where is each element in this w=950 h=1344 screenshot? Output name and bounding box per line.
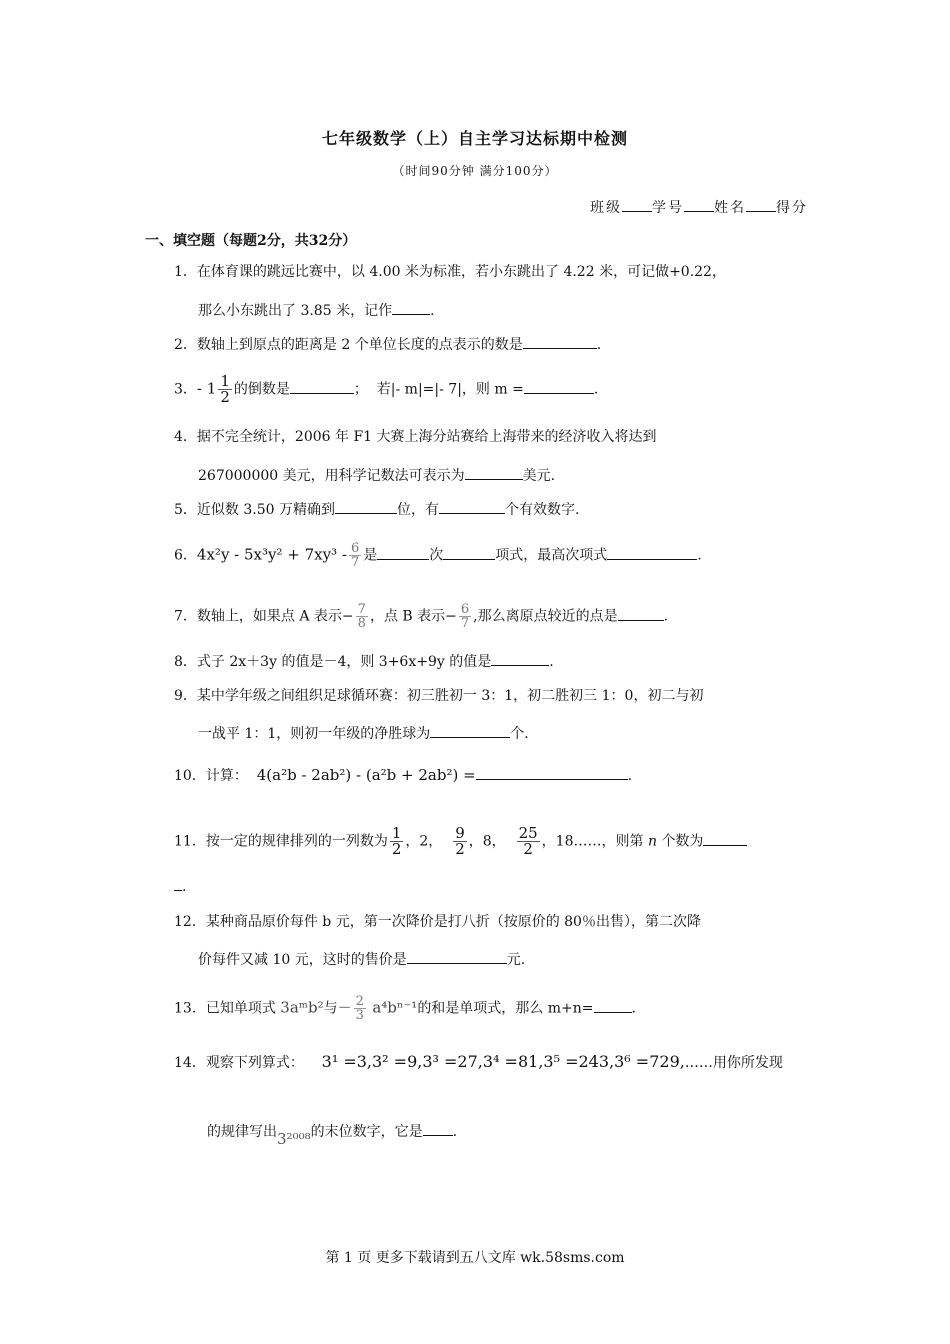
question-text: 项式，最高次项式 — [495, 547, 608, 564]
denominator: 7 — [350, 555, 360, 570]
question-text: ； — [353, 381, 368, 398]
question-text: 的规律写出 — [207, 1124, 277, 1140]
question-10 — [174, 765, 632, 786]
question-text: . — [663, 608, 669, 625]
question-text: 计算： — [205, 768, 248, 784]
question-text: 个. — [510, 726, 529, 742]
question-text: 的和是单项式，那么 m+n= — [417, 1000, 594, 1017]
question-number: 5． — [174, 502, 197, 518]
answer-blank — [607, 545, 697, 560]
answer-blank — [423, 1121, 453, 1136]
denominator: 8 — [357, 616, 366, 631]
fraction — [453, 826, 467, 857]
answer-blank — [703, 831, 747, 846]
answer-blank — [392, 300, 430, 315]
question-text: ，8， — [468, 833, 506, 850]
numerator: 9 — [455, 824, 465, 842]
question-14-cont — [207, 1121, 458, 1148]
question-number: 4． — [174, 429, 197, 445]
question-text: . — [549, 654, 554, 670]
question-text: . — [182, 879, 187, 895]
answer-blank — [407, 949, 507, 964]
answer-blank — [476, 765, 628, 780]
numerator: 6 — [460, 602, 470, 617]
question-text: 某种商品原价每件 b 元，第一次降价是打八折（按原价的 80％出售），第二次降 — [205, 914, 701, 930]
answer-blank — [335, 499, 397, 514]
question-text: 某中学年级之间组织足球循环赛：初三胜初一 3：1，初二胜初三 1：0，初二与初 — [196, 688, 704, 704]
question-6 — [174, 542, 702, 569]
question-text: 一战平 1：1，则初一年级的净胜球为 — [198, 726, 431, 742]
question-text: 位，有 — [397, 502, 439, 518]
question-text: 的倒数是 — [233, 381, 290, 398]
question-13 — [174, 995, 636, 1022]
numerator: 6 — [350, 541, 360, 556]
question-text: ，2， — [405, 833, 443, 850]
denominator: 7 — [460, 616, 470, 631]
question-number: 7． — [174, 608, 197, 625]
question-number: 3． — [174, 381, 197, 398]
question-text: . — [452, 1124, 458, 1140]
answer-blank — [430, 723, 510, 738]
denominator: 2 — [523, 840, 533, 858]
question-1 — [174, 262, 726, 282]
calc-expression: 4(a²b - 2ab²) - (a²b + 2ab²) = — [256, 766, 476, 784]
question-number: 8． — [174, 654, 197, 670]
student-info-line — [590, 197, 808, 217]
fraction — [459, 603, 471, 630]
question-text: ,那么离原点较近的点是 — [473, 608, 618, 625]
question-text: ，点 B 表示− — [369, 608, 457, 625]
denominator: 2 — [220, 388, 230, 406]
numerator: 1 — [220, 372, 230, 390]
class-label: 班级 — [590, 200, 622, 216]
question-text: ，18……，则第 — [541, 833, 644, 850]
answer-blank — [524, 379, 594, 394]
answer-blank — [439, 499, 505, 514]
answer-blank — [491, 651, 549, 666]
answer-blank — [594, 998, 632, 1013]
question-14 — [174, 1052, 783, 1073]
answer-blank — [174, 876, 182, 891]
number-blank — [684, 197, 714, 212]
denominator: 3 — [355, 1008, 364, 1023]
denominator: 2 — [391, 840, 402, 858]
question-text: 是 — [363, 547, 378, 564]
question-text: 次 — [429, 547, 444, 564]
question-text: . — [430, 303, 435, 319]
question-number: 1． — [174, 264, 197, 280]
question-number: 13． — [174, 1000, 206, 1017]
question-text: . — [697, 547, 702, 564]
answer-blank — [290, 379, 354, 394]
question-text: . — [596, 337, 602, 353]
answer-blank — [377, 545, 429, 560]
question-9 — [174, 686, 703, 706]
question-text: 的末位数字，它是 — [310, 1124, 423, 1140]
power-expression: 3²⁰⁰⁸ — [277, 1130, 311, 1148]
name-label: 姓名 — [714, 200, 746, 216]
page-footer: 第 1 页 更多下载请到五八文库 wk.58sms.com — [325, 1250, 625, 1266]
question-text: 按一定的规律排列的一列数为 — [205, 833, 388, 850]
question-text: 个数为 — [661, 833, 704, 850]
question-4-cont — [198, 465, 555, 486]
page-title: 七年级数学（上）自主学习达标期中检测 — [321, 129, 628, 148]
question-text: 美元. — [522, 468, 556, 484]
fraction — [517, 826, 540, 857]
power-sequence: 3¹ =3,3² =9,3³ =27,3⁴ =81,3⁵ =243,3⁶ =729, — [321, 1052, 685, 1071]
question-text: 元. — [506, 952, 526, 968]
numerator: 2 — [355, 994, 364, 1009]
question-text: 与－ — [323, 1000, 352, 1017]
question-8 — [174, 651, 554, 672]
question-number: 11． — [174, 833, 206, 850]
question-text: 近似数 3.50 万精确到 — [196, 502, 335, 518]
fraction — [218, 374, 232, 405]
question-text: 个有效数字. — [505, 502, 580, 518]
question-text: . — [631, 1000, 636, 1017]
numerator: 1 — [391, 824, 402, 842]
section-heading: 一、填空题（每题2分，共32分） — [145, 233, 357, 249]
question-7 — [174, 603, 668, 630]
question-text: 若|- m|=|- 7|，则 m = — [376, 381, 524, 398]
answer-blank — [465, 465, 523, 480]
question-text: 价每件又减 10 元，这时的售价是 — [198, 952, 407, 968]
question-5 — [174, 499, 579, 520]
question-11 — [174, 826, 747, 857]
question-2 — [174, 334, 601, 355]
question-text: 数轴上到原点的距离是 2 个单位长度的点表示的数是 — [196, 337, 523, 353]
variable-n: n — [647, 833, 657, 850]
question-11-cont — [174, 876, 186, 897]
monomial-1: 3aᵐb² — [280, 998, 324, 1017]
question-number: 6． — [174, 547, 197, 564]
answer-blank — [523, 334, 597, 349]
question-text: 已知单项式 — [205, 1000, 276, 1017]
question-text: ……用你所发现 — [684, 1055, 783, 1071]
question-text: 那么小东跳出了 3.85 米，记作 — [198, 303, 393, 319]
question-text: . — [593, 381, 599, 398]
question-3 — [174, 374, 598, 405]
question-text: . — [627, 768, 633, 784]
question-4 — [174, 427, 657, 447]
numerator: 7 — [357, 602, 366, 617]
numerator: 25 — [518, 824, 538, 842]
question-number: 9． — [174, 688, 197, 704]
answer-blank — [443, 545, 495, 560]
number-label: 学号 — [652, 200, 684, 216]
class-blank — [622, 197, 652, 212]
question-text: 式子 2x＋3y 的值是－4，则 3+6x+9y 的值是 — [196, 654, 492, 670]
question-text: 267000000 美元，用科学记数法可表示为 — [198, 468, 465, 484]
score-label: 得分 — [776, 200, 808, 216]
polynomial-expression: 4x²y - 5x³y² + 7xy³ - — [196, 545, 347, 564]
mixed-number: - 1 — [196, 379, 217, 398]
question-text: 观察下列算式： — [205, 1055, 304, 1071]
question-12-cont — [198, 949, 525, 970]
question-text: 在体育课的跳远比赛中，以 4.00 米为标准，若小东跳出了 4.22 米，可记做+0.22， — [196, 264, 726, 280]
question-number: 10． — [174, 768, 206, 784]
question-text: 据不完全统计，2006 年 F1 大赛上海分站赛给上海带来的经济收入将达到 — [196, 429, 657, 445]
question-text: 数轴上，如果点 A 表示− — [196, 608, 354, 625]
fraction — [356, 603, 368, 630]
answer-blank — [618, 606, 664, 621]
fraction — [390, 826, 404, 857]
name-blank — [746, 197, 776, 212]
question-1-cont — [198, 300, 435, 321]
question-9-cont — [198, 723, 529, 744]
question-number: 12． — [174, 914, 206, 930]
fraction — [349, 542, 361, 569]
question-number: 2． — [174, 337, 197, 353]
page-subtitle: （时间90分钟 满分100分） — [392, 164, 558, 178]
fraction — [354, 995, 366, 1022]
question-number: 14． — [174, 1055, 206, 1071]
denominator: 2 — [455, 840, 465, 858]
question-12 — [174, 912, 701, 932]
monomial-2: a⁴bⁿ⁻¹ — [372, 998, 418, 1017]
